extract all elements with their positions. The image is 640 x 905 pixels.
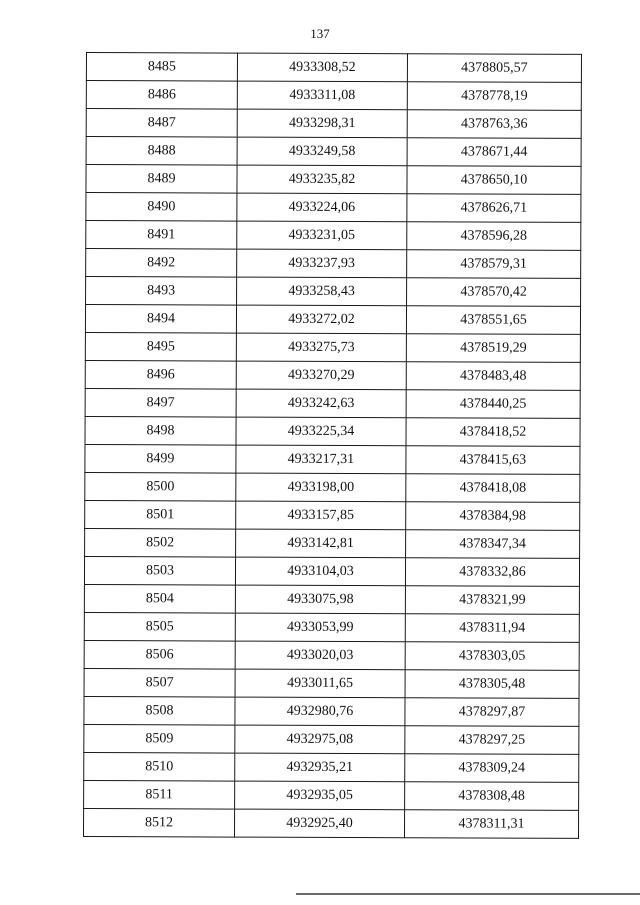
point-number-cell: 8496 xyxy=(85,360,236,389)
table-row xyxy=(85,500,580,530)
point-number-cell: 8492 xyxy=(86,249,237,278)
point-number-cell: 8486 xyxy=(86,81,237,110)
y-coordinate-cell: 4378596,28 xyxy=(407,222,581,251)
table-row xyxy=(86,165,581,195)
point-number-cell: 8485 xyxy=(86,53,237,82)
table-row xyxy=(86,137,581,167)
coordinates-table xyxy=(83,52,582,839)
bottom-rule xyxy=(296,893,640,895)
x-coordinate-cell: 4933270,29 xyxy=(236,361,406,390)
table-row xyxy=(84,584,579,614)
point-number-cell: 8498 xyxy=(85,416,236,445)
point-number-cell: 8507 xyxy=(84,668,235,697)
x-coordinate-cell: 4933224,06 xyxy=(237,193,407,222)
y-coordinate-cell: 4378519,29 xyxy=(406,334,580,363)
table-row xyxy=(84,640,579,670)
table-row xyxy=(85,332,580,362)
x-coordinate-cell: 4933272,02 xyxy=(236,305,406,334)
point-number-cell: 8493 xyxy=(86,277,237,306)
y-coordinate-cell: 4378579,31 xyxy=(407,250,581,279)
table-row xyxy=(86,53,581,83)
table-row xyxy=(85,528,580,558)
point-number-cell: 8508 xyxy=(84,696,235,725)
coordinates-table-body xyxy=(83,53,581,839)
point-number-cell: 8511 xyxy=(84,780,235,809)
table-row xyxy=(86,81,581,111)
y-coordinate-cell: 4378297,25 xyxy=(405,726,579,755)
x-coordinate-cell: 4932980,76 xyxy=(235,697,405,726)
x-coordinate-cell: 4933225,34 xyxy=(236,417,406,446)
y-coordinate-cell: 4378418,08 xyxy=(406,474,580,503)
table-row xyxy=(85,444,580,474)
table-row xyxy=(85,416,580,446)
point-number-cell: 8506 xyxy=(84,640,235,669)
x-coordinate-cell: 4933258,43 xyxy=(237,277,407,306)
point-number-cell: 8499 xyxy=(85,444,236,473)
x-coordinate-cell: 4933275,73 xyxy=(236,333,406,362)
point-number-cell: 8504 xyxy=(84,584,235,613)
table-row xyxy=(84,752,579,782)
point-number-cell: 8490 xyxy=(86,193,237,222)
x-coordinate-cell: 4933249,58 xyxy=(237,137,407,166)
x-coordinate-cell: 4933053,99 xyxy=(235,613,405,642)
x-coordinate-cell: 4933308,52 xyxy=(237,53,407,82)
y-coordinate-cell: 4378763,36 xyxy=(407,110,581,139)
x-coordinate-cell: 4933217,31 xyxy=(236,445,406,474)
table-row xyxy=(86,221,581,251)
table-row xyxy=(84,612,579,642)
table-row xyxy=(84,696,579,726)
table-row xyxy=(86,249,581,279)
point-number-cell: 8500 xyxy=(85,472,236,501)
x-coordinate-cell: 4933198,00 xyxy=(236,473,406,502)
table-row xyxy=(84,780,579,810)
x-coordinate-cell: 4933142,81 xyxy=(236,529,406,558)
y-coordinate-cell: 4378778,19 xyxy=(407,82,581,111)
x-coordinate-cell: 4932975,08 xyxy=(235,725,405,754)
y-coordinate-cell: 4378297,87 xyxy=(405,698,579,727)
point-number-cell: 8501 xyxy=(85,500,236,529)
point-number-cell: 8487 xyxy=(86,109,237,138)
y-coordinate-cell: 4378440,25 xyxy=(406,390,580,419)
y-coordinate-cell: 4378671,44 xyxy=(407,138,581,167)
y-coordinate-cell: 4378551,65 xyxy=(406,306,580,335)
point-number-cell: 8502 xyxy=(85,528,236,557)
y-coordinate-cell: 4378384,98 xyxy=(406,502,580,531)
point-number-cell: 8495 xyxy=(85,332,236,361)
x-coordinate-cell: 4932935,05 xyxy=(235,781,405,810)
table-row xyxy=(83,808,578,838)
x-coordinate-cell: 4933242,63 xyxy=(236,389,406,418)
x-coordinate-cell: 4933298,31 xyxy=(237,109,407,138)
x-coordinate-cell: 4932925,40 xyxy=(234,809,404,838)
y-coordinate-cell: 4378311,94 xyxy=(405,614,579,643)
y-coordinate-cell: 4378309,24 xyxy=(405,754,579,783)
x-coordinate-cell: 4933235,82 xyxy=(237,165,407,194)
y-coordinate-cell: 4378650,10 xyxy=(407,166,581,195)
table-row xyxy=(84,724,579,754)
table-row xyxy=(86,277,581,307)
point-number-cell: 8503 xyxy=(84,556,235,585)
page-number: 137 xyxy=(310,26,330,41)
table-row xyxy=(84,556,579,586)
point-number-cell: 8489 xyxy=(86,165,237,194)
point-number-cell: 8497 xyxy=(85,388,236,417)
y-coordinate-cell: 4378303,05 xyxy=(405,642,579,671)
point-number-cell: 8494 xyxy=(85,305,236,334)
x-coordinate-cell: 4933075,98 xyxy=(235,585,405,614)
x-coordinate-cell: 4933104,03 xyxy=(235,557,405,586)
point-number-cell: 8491 xyxy=(86,221,237,250)
table-row xyxy=(85,472,580,502)
point-number-cell: 8512 xyxy=(83,808,234,837)
table-row xyxy=(85,388,580,418)
y-coordinate-cell: 4378305,48 xyxy=(405,670,579,699)
y-coordinate-cell: 4378308,48 xyxy=(405,782,579,811)
x-coordinate-cell: 4933157,85 xyxy=(236,501,406,530)
y-coordinate-cell: 4378347,34 xyxy=(406,530,580,559)
x-coordinate-cell: 4932935,21 xyxy=(235,753,405,782)
table-row xyxy=(85,360,580,390)
x-coordinate-cell: 4933020,03 xyxy=(235,641,405,670)
table-row xyxy=(86,109,581,139)
y-coordinate-cell: 4378805,57 xyxy=(407,54,581,83)
table-row xyxy=(85,305,580,335)
y-coordinate-cell: 4378483,48 xyxy=(406,362,580,391)
x-coordinate-cell: 4933311,08 xyxy=(237,81,407,110)
y-coordinate-cell: 4378570,42 xyxy=(407,278,581,307)
x-coordinate-cell: 4933011,65 xyxy=(235,669,405,698)
table-row xyxy=(84,668,579,698)
point-number-cell: 8488 xyxy=(86,137,237,166)
table-row xyxy=(86,193,581,223)
y-coordinate-cell: 4378418,52 xyxy=(406,418,580,447)
y-coordinate-cell: 4378311,31 xyxy=(404,810,578,839)
point-number-cell: 8510 xyxy=(84,752,235,781)
y-coordinate-cell: 4378332,86 xyxy=(405,558,579,587)
x-coordinate-cell: 4933237,93 xyxy=(237,249,407,278)
y-coordinate-cell: 4378415,63 xyxy=(406,446,580,475)
point-number-cell: 8505 xyxy=(84,612,235,641)
y-coordinate-cell: 4378626,71 xyxy=(407,194,581,223)
x-coordinate-cell: 4933231,05 xyxy=(237,221,407,250)
y-coordinate-cell: 4378321,99 xyxy=(405,586,579,615)
point-number-cell: 8509 xyxy=(84,724,235,753)
